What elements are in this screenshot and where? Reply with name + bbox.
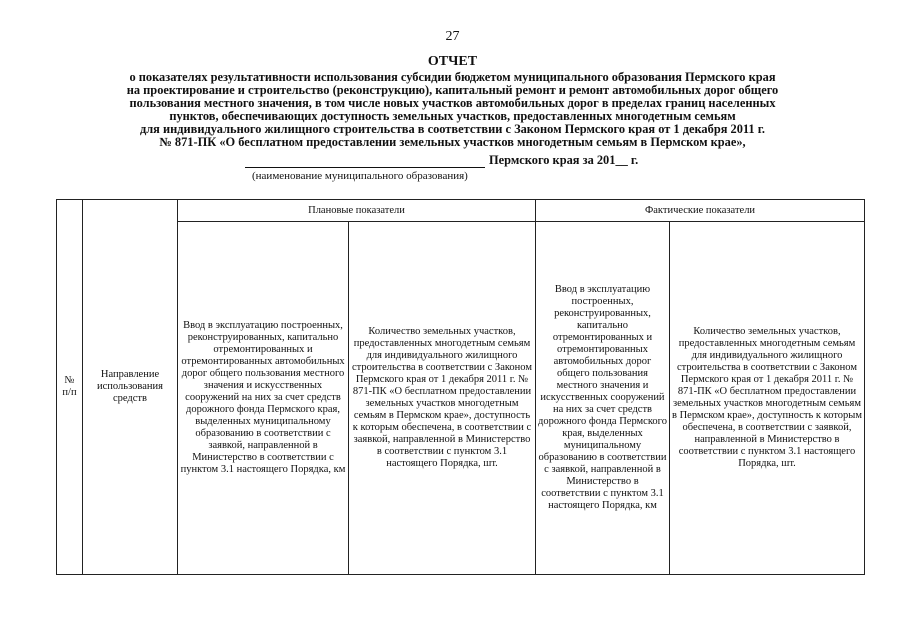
indicators-table [56,199,865,575]
subtitle-line: о показателях результативности использования субсидии бюджетом муниципального образования Пермского края [129,70,776,84]
fill-line-suffix: Пермского края за 201__ г. [489,153,639,167]
planned-plots-header: Количество земельных участков, предоставленных многодетным семьям для индивидуального жилищного строительства в соответствии с Законом Пермского края от 1 декабря 2011 г. № 871-ПК «О бесплатном предоставлении земельных участков многодетным семьям в Пермском крае», доступность к которым обеспечена, в соответствии с заявкой, направленной в Министерство в соответствии с пунктом 3.1 настоящего Порядка, шт. [349,222,536,575]
subtitle-line: пользования местного значения, в том числе новых участков автомобильных дорог в пределах границ населенных [129,96,776,110]
municipality-blank [245,155,485,168]
fill-caption: (наименование муниципального образования) [252,170,468,182]
subtitle-line: № 871-ПК «О бесплатном предоставлении земельных участков многодетным семьям в Пермском крае», [159,135,746,149]
col-number-header: № п/п [57,200,83,575]
actual-indicators-header: Фактические показатели [536,200,865,222]
col-direction-header: Направление использования средств [83,200,178,575]
planned-roads-header: Ввод в эксплуатацию построенных, реконструированных, капитально отремонтированных и отремонтированных автомобильных дорог общего пользования местного значения и искусственных сооружений на них за счет средств дорожного фонда Пермского края, выделенных муниципальному образованию в соответствии с заявкой, направленной в Министерство в соответствии с пунктом 3.1 настоящего Порядка, км [178,222,349,575]
subtitle-line: пунктов, обеспечивающих доступность земельных участков, предоставленных многодетным семьям [169,109,736,123]
planned-indicators-header: Плановые показатели [178,200,536,222]
subtitle-line: на проектирование и строительство (реконструкцию), капитальный ремонт и ремонт автомобильных дорог общего [126,83,779,97]
subtitle-line: для индивидуального жилищного строительства в соответствии с Законом Пермского края от 1 декабря 2011 г. [139,122,766,136]
report-title: ОТЧЕТ [427,54,478,69]
report-subtitle [60,71,845,149]
municipality-fill-line [245,153,645,168]
page-number: 27 [445,29,460,44]
actual-plots-header: Количество земельных участков, предоставленных многодетным семьям для индивидуального жилищного строительства в соответствии с Законом Пермского края от 1 декабря 2011 г. № 871-ПК «О бесплатном предоставлении земельных участков многодетным семьям в Пермском крае», доступность к которым обеспечена, в соответствии с заявкой, направленной в Министерство в соответствии с пунктом 3.1 настоящего Порядка, шт. [670,222,865,575]
actual-roads-header: Ввод в эксплуатацию построенных, реконструированных, капитально отремонтированных и отремонтированных автомобильных дорог общего пользования местного значения и искусственных сооружений на них за счет средств дорожного фонда Пермского края, выделенных муниципальному образованию в соответствии с заявкой, направленной в Министерство в соответствии с пунктом 3.1 настоящего Порядка, км [536,222,670,575]
